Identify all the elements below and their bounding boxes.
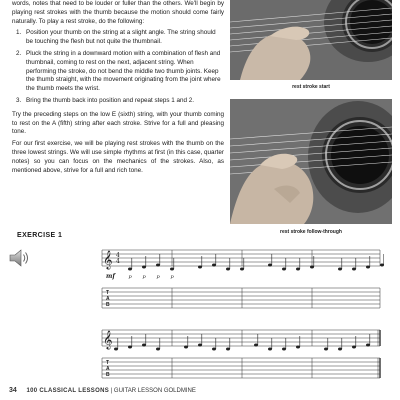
practice-paragraph: Try the preceding steps on the low E (sixth) string, with your thumb coming to rest on the A (fifth) string after each stroke. Strive for a full and pleasing tone. (12, 110, 224, 136)
svg-text:4: 4 (116, 252, 120, 259)
music-system-2 (92, 322, 384, 380)
dynamic-mark: mf (106, 273, 115, 280)
rest-stroke-start-photo (230, 0, 392, 80)
step-item (12, 29, 224, 47)
note-head (324, 348, 328, 351)
svg-text:T: T (106, 360, 110, 366)
step-number: 2. (16, 49, 22, 57)
step-item (12, 50, 224, 94)
note-head (338, 268, 342, 271)
tab-letter-t: T (106, 290, 110, 296)
note-head (380, 264, 384, 267)
note-head (128, 346, 132, 349)
note-head (310, 266, 314, 269)
tab-letter-b: B (106, 302, 110, 308)
note-head (282, 348, 286, 351)
note-head (268, 348, 272, 351)
note-head (366, 266, 370, 269)
note-head (142, 266, 146, 269)
note-head (338, 348, 342, 351)
note-head (296, 346, 300, 349)
footer-separator: | (110, 388, 113, 394)
notation-staff-1 (92, 244, 384, 318)
finger-mark: p (156, 274, 160, 280)
note-head (142, 344, 146, 347)
note-head (156, 264, 160, 267)
svg-text:𝄞: 𝄞 (103, 330, 113, 349)
rest-stroke-follow-through-photo (230, 99, 392, 224)
step-text: Pluck the string in a downward motion with a combination of flesh and thumbnail, coming to rest on the next, adjacent string. When performing the stroke, do not bend the middle two thumb joints. Keep the thumb straight, with the movement originating from the joint where the thumb meets the wrist. (26, 49, 221, 93)
svg-text:𝄞: 𝄞 (103, 250, 113, 269)
step-number: 3. (16, 96, 22, 104)
note-head (268, 264, 272, 267)
note-head (198, 344, 202, 347)
tab-letter-a: A (106, 296, 110, 302)
finger-mark: p (170, 274, 174, 280)
page-footer (9, 387, 196, 394)
note-head (226, 268, 230, 271)
photo-caption-follow-through: rest stroke follow-through (280, 229, 342, 235)
note-head (240, 268, 244, 271)
step-item (12, 97, 224, 106)
note-head (366, 344, 370, 347)
steps-list (12, 29, 224, 105)
note-head (198, 266, 202, 269)
note-head (352, 346, 356, 349)
note-head (156, 348, 160, 351)
speaker-icon (9, 249, 31, 267)
note-head (170, 268, 174, 271)
note-head (128, 268, 132, 271)
body-text-column (12, 0, 224, 178)
book-title: 100 CLASSICAL LESSONS (26, 388, 110, 394)
series-title: GUITAR LESSON GOLDMINE (113, 388, 196, 394)
page-number: 34 (9, 387, 17, 394)
note-head (282, 268, 286, 271)
note-head (226, 348, 230, 351)
step-number: 1. (16, 29, 22, 37)
notation-staff-2 (92, 322, 384, 380)
step-text: Bring the thumb back into position and repeat steps 1 and 2. (26, 96, 195, 104)
svg-text:4: 4 (116, 258, 120, 265)
exercise-title: EXERCISE 1 (17, 232, 63, 239)
svg-text:B: B (106, 372, 110, 378)
note-head (184, 346, 188, 349)
svg-text:A: A (106, 366, 110, 372)
note-head (114, 348, 118, 351)
note-head (212, 264, 216, 267)
note-head (296, 268, 300, 271)
note-head (352, 268, 356, 271)
music-system-1 (92, 244, 384, 318)
note-head (212, 348, 216, 351)
note-head (254, 344, 258, 347)
step-text: Position your thumb on the string at a slight angle. The string should be touching the flesh but not quite the thumbnail. (26, 29, 216, 46)
exercise-intro-paragraph: For our first exercise, we will be playing rest strokes with the thumb on the three lowest strings. We will use simple rhythms at first (in this case, quarter notes) so you can focus on the mechanics of the strokes. Also, as mentioned above, strive for a full and rich tone. (12, 140, 224, 174)
photo-caption-start: rest stroke start (292, 84, 330, 90)
intro-paragraph: words, notes that need to be louder or fuller than the others. We'll begin by playing rest strokes with the thumb because the motion should come fairly naturally. To play a rest stroke, do the following: (12, 0, 224, 25)
finger-mark: p (142, 274, 146, 280)
finger-mark: p (128, 274, 132, 280)
audio-play-button[interactable] (9, 249, 31, 272)
